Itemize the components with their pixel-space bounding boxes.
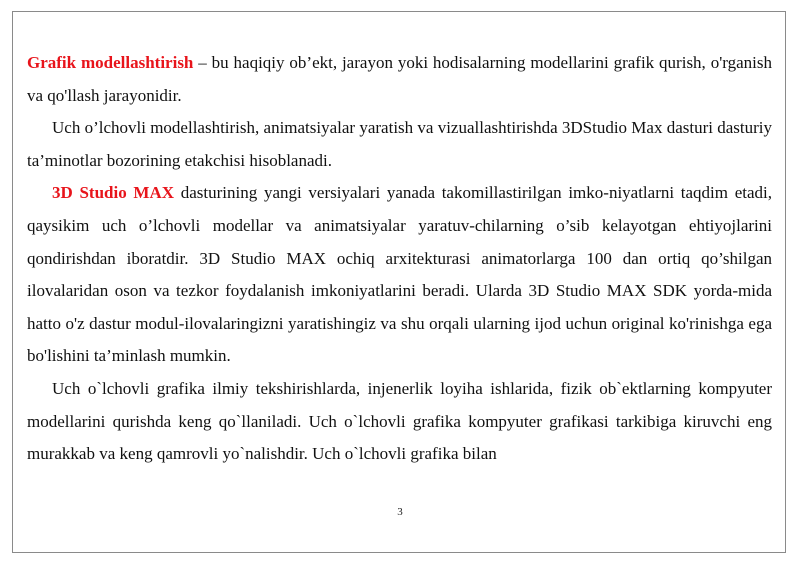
paragraph-text: Uch o`lchovli grafika ilmiy tekshirishlarda, injenerlik loyiha ishlarida, fizik ob`ektlarning kompyuter modellarini qurishda keng qo`llaniladi. Uch o`lchovli grafika kompyuter grafikasi tarkibiga kiruvchi eng murakkab va keng qamrovli yo`nalishdir. Uch o`lchovli grafika bilan [27, 378, 772, 464]
paragraph-text: – bu haqiqiy ob’ekt, jarayon yoki hodisalarning modellarini grafik qurish, o'rganish va qo'llash jarayonidir. [27, 53, 772, 105]
paragraph-3d-graphics [27, 373, 772, 471]
paragraph-3dstudio-max [27, 177, 772, 373]
document-page [12, 11, 786, 553]
term-grafik-modellashtirish: Grafik modellashtirish [27, 53, 194, 72]
term-3d-studio-max: 3D Studio MAX [52, 183, 175, 203]
paragraph-text: dasturining yangi versiyalari yanada takomillastirilgan imko-niyatlarni taqdim etadi, qaysikim uch o’lchovli modellar va animatsiyalar yaratuv-chilarning o’sib kelayotgan ehtiyojlarini qondirishdan iboratdir. 3D Studio MAX ochiq arxitekturasi animatorlarga 100 dan ortiq qo’shilgan ilovalaridan oson va tezkor foydalanish imkoniyatlarini beradi. Ularda 3D Studio MAX SDK yorda-mida hatto o'z dastur modul-ilovalaringizni yaratishingiz va shu orqali ularning ijod uchun original ko'rinishga ega bo'lishini ta’minlash mumkin. [27, 183, 772, 366]
body-text [27, 47, 772, 471]
paragraph-definition [27, 47, 772, 112]
paragraph-3dstudio-intro [27, 112, 772, 177]
page-number: 3 [397, 506, 403, 518]
paragraph-text: Uch o’lchovli modellashtirish, animatsiyalar yaratish va vizuallashtirishda 3DStudio Max dasturi dasturiy ta’minotlar bozorining etakchisi hisoblanadi. [27, 118, 772, 170]
